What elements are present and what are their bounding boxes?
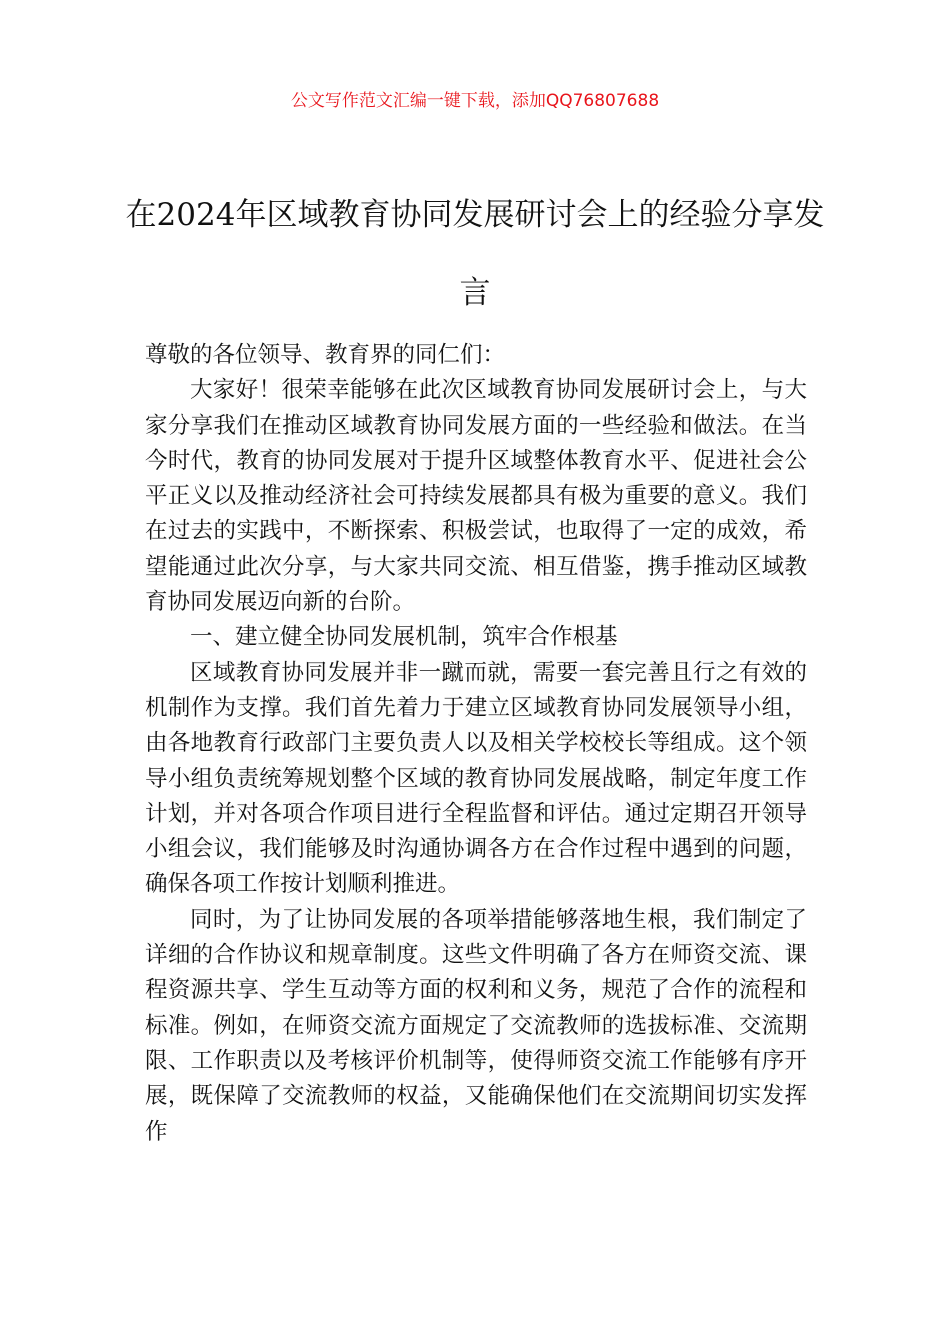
paragraph-agreements: 同时，为了让协同发展的各项举措能够落地生根，我们制定了详细的合作协议和规章制度。这些文件明确了各方在师资交流、课程资源共享、学生互动等方面的权利和义务，规范了合作的流程和标准。例如，在师资交流方面规定了交流教师的选拔标准、交流期限、工作职责以及考核评价机制等，使得师资交流工作能够有序开展，既保障了交流教师的权益，又能确保他们在交流期间切实发挥作 xyxy=(145,906,807,1145)
header-note: 公文写作范文汇编一键下载，添加QQ76807688 xyxy=(290,91,660,111)
document-title: 在2024年区域教育协同发展研讨会上的经验分享发言 xyxy=(125,197,825,311)
salutation: 尊敬的各位领导、教育界的同仁们： xyxy=(145,342,506,368)
paragraph-mechanism: 区域教育协同发展并非一蹴而就，需要一套完善且行之有效的机制作为支撑。我们首先着力于建立区域教育协同发展领导小组，由各地教育行政部门主要负责人以及相关学校校长等组成。这个领导小组负责统筹规划整个区域的教育协同发展战略，制定年度工作计划，并对各项合作项目进行全程监督和评估。通过定期召开领导小组会议，我们能够及时沟通协调各方在合作过程中遇到的问题，确保各项工作按计划顺利推进。 xyxy=(145,659,807,898)
paragraph-intro: 大家好！很荣幸能够在此次区域教育协同发展研讨会上，与大家分享我们在推动区域教育协同发展方面的一些经验和做法。在当今时代，教育的协同发展对于提升区域整体教育水平、促进社会公平正义以及推动经济社会可持续发展都具有极为重要的意义。我们在过去的实践中，不断探索、积极尝试，也取得了一定的成效，希望能通过此次分享，与大家共同交流、相互借鉴，携手推动区域教育协同发展迈向新的台阶。 xyxy=(145,377,807,616)
section-heading-1: 一、建立健全协同发展机制，筑牢合作根基 xyxy=(190,624,618,651)
document-body xyxy=(145,338,807,1150)
